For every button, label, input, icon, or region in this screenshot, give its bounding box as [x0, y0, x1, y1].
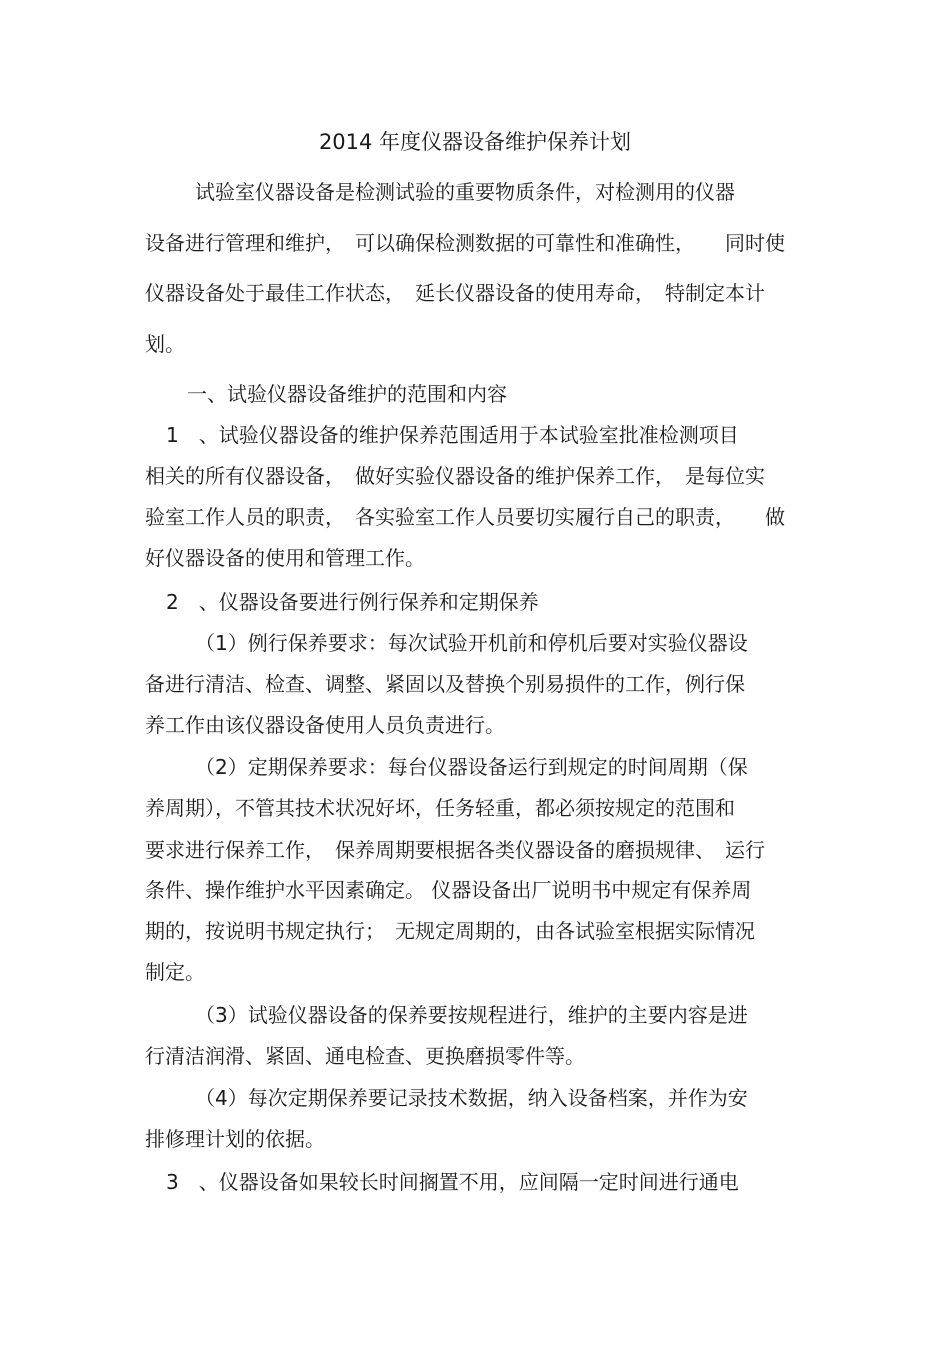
paragraph-line: 期的，按说明书规定执行； 无规定周期的，由各试验室根据实际情况 [145, 919, 755, 943]
paragraph-line: 验室工作人员的职责， 各实验室工作人员要切实履行自己的职责， 做 [145, 505, 785, 529]
paragraph-line: 1 、试验仪器设备的维护保养范围适用于本试验室批准检测项目 [166, 423, 739, 447]
paragraph-line: 制定。 [145, 960, 205, 984]
paragraph-line: 试验室仪器设备是检测试验的重要物质条件，对检测用的仪器 [195, 180, 735, 204]
paragraph-line: 3 、仪器设备如果较长时间搁置不用，应间隔一定时间进行通电 [166, 1170, 739, 1194]
paragraph-line: 设备进行管理和维护， 可以确保检测数据的可靠性和准确性， 同时使 [145, 231, 785, 255]
paragraph-line: 相关的所有仪器设备， 做好实验仪器设备的维护保养工作， 是每位实 [145, 464, 765, 488]
paragraph-line: 行清洁润滑、紧固、通电检查、更换磨损零件等。 [145, 1044, 585, 1068]
paragraph-line: （2）定期保养要求：每台仪器设备运行到规定的时间周期（保 [195, 755, 748, 779]
paragraph-line: （4）每次定期保养要记录技术数据，纳入设备档案，并作为安 [195, 1086, 748, 1110]
paragraph-line: 条件、操作维护水平因素确定。 仪器设备出厂说明书中规定有保养周 [145, 878, 752, 902]
document-title: 2014 年度仪器设备维护保养计划 [318, 130, 632, 154]
paragraph-line: 养工作由该仪器设备使用人员负责进行。 [145, 713, 505, 737]
paragraph-line: （3）试验仪器设备的保养要按规程进行，维护的主要内容是进 [195, 1003, 748, 1027]
paragraph-line: 排修理计划的依据。 [145, 1127, 325, 1151]
paragraph-line: 2 、仪器设备要进行例行保养和定期保养 [166, 590, 539, 614]
paragraph-line: 好仪器设备的使用和管理工作。 [145, 546, 425, 570]
paragraph-line: 养周期），不管其技术状况好坏，任务轻重，都必须按规定的范围和 [145, 796, 735, 820]
paragraph-line: 仪器设备处于最佳工作状态， 延长仪器设备的使用寿命， 特制定本计 [145, 281, 765, 305]
paragraph-line: （1）例行保养要求：每次试验开机前和停机后要对实验仪器设 [195, 631, 748, 655]
paragraph-line: 要求进行保养工作， 保养周期要根据各类仪器设备的磨损规律、 运行 [145, 838, 765, 862]
section-heading: 一、试验仪器设备维护的范围和内容 [187, 382, 507, 406]
paragraph-line: 备进行清洁、检查、调整、紧固以及替换个别易损件的工作，例行保 [145, 672, 745, 696]
paragraph-line: 划。 [145, 332, 185, 356]
